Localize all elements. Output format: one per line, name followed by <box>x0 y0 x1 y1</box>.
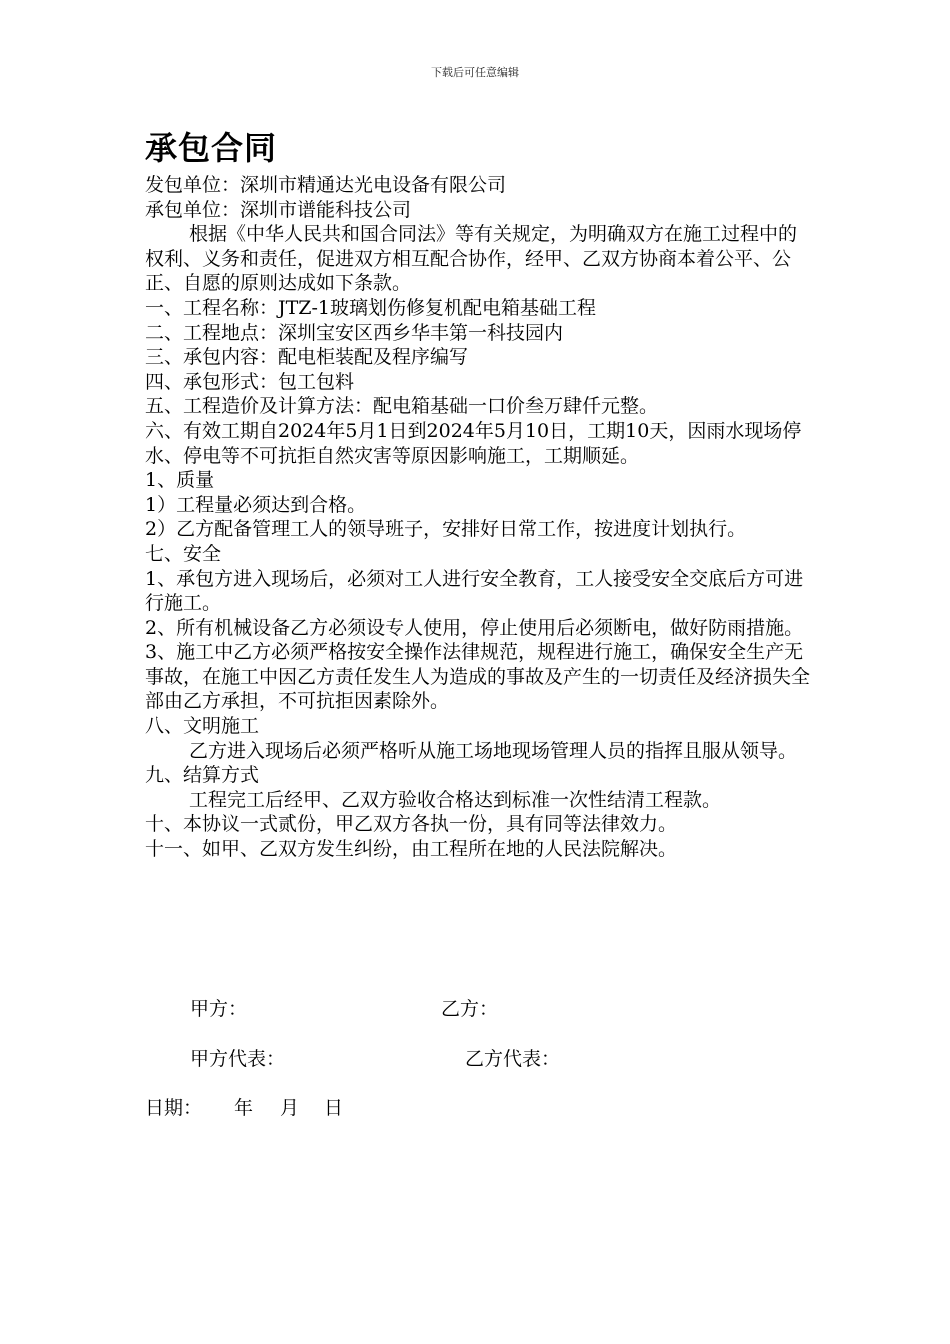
clause-dispute: 十一、如甲、乙双方发生纠纷，由工程所在地的人民法院解决。 <box>145 838 678 861</box>
civilized-construction-text: 乙方进入现场后必须严格听从施工场地现场管理人员的指挥且服从领导。 <box>189 739 798 762</box>
safety-heading: 七、安全 <box>145 542 222 565</box>
safety-item-2: 2、所有机械设备乙方必须设专人使用，停止使用后必须断电，做好防雨措施。 <box>145 616 804 639</box>
party-b-label: 乙方： <box>441 998 499 1020</box>
party-a-rep-label: 甲方代表： <box>190 1048 286 1070</box>
clause-project-name: 一、工程名称：JTZ-1玻璃划伤修复机配电箱基础工程 <box>145 296 597 319</box>
date-row <box>0 1096 950 1120</box>
date-year: 年 <box>234 1097 254 1119</box>
quality-item-2: 2）乙方配备管理工人的领导班子，安排好日常工作，按进度计划执行。 <box>145 518 747 541</box>
settlement-text: 工程完工后经甲、乙双方验收合格达到标准一次性结清工程款。 <box>189 788 722 811</box>
clause-copies: 十、本协议一式贰份，甲乙双方各执一份，具有同等法律效力。 <box>145 813 678 836</box>
safety-item-3: 3、施工中乙方必须严格按安全操作法律规范，规程进行施工，确保安全生产无事故，在施工中因乙方责任发生人为造成的事故及产生的一切责任及经济损失全部由乙方承担，不可抗拒因素除外。 <box>145 641 811 713</box>
clause-project-location: 二、工程地点：深圳宝安区西乡华丰第一科技园内 <box>145 321 564 344</box>
party-signature-row <box>0 997 950 1021</box>
clause-duration: 六、有效工期自2024年5月1日到2024年5月10日，工期10天，因雨水现场停水、停电等不可抗拒自然灾害等原因影响施工，工期顺延。 <box>145 419 802 467</box>
date-label: 日期： <box>145 1097 203 1119</box>
contractor-line: 承包单位：深圳市谱能科技公司 <box>145 198 412 221</box>
settlement-heading: 九、结算方式 <box>145 764 260 787</box>
clause-cost: 五、工程造价及计算方法：配电箱基础一口价叁万肆仟元整。 <box>145 395 659 418</box>
civilized-construction-heading: 八、文明施工 <box>145 715 260 738</box>
page-header: 下载后可任意编辑 <box>431 66 519 79</box>
clause-contract-form: 四、承包形式：包工包料 <box>145 370 355 393</box>
employer-line: 发包单位：深圳市精通达光电设备有限公司 <box>145 174 507 196</box>
safety-item-1: 1、承包方进入现场后，必须对工人进行安全教育，工人接受安全交底后方可进行施工。 <box>145 567 804 615</box>
intro-paragraph: 根据《中华人民共和国合同法》等有关规定，为明确双方在施工过程中的权利、义务和责任，促进双方相互配合协作，经甲、乙双方协商本着公平、公正、自愿的原则达成如下条款。 <box>145 223 798 295</box>
quality-heading: 1、质量 <box>145 469 215 492</box>
party-b-rep-label: 乙方代表： <box>465 1048 561 1070</box>
quality-item-1: 1）工程量必须达到合格。 <box>145 493 367 516</box>
clause-contract-content: 三、承包内容：配电柜装配及程序编写 <box>145 346 469 369</box>
contract-body <box>145 173 815 862</box>
representative-signature-row <box>0 1047 950 1071</box>
date-day: 日 <box>324 1097 344 1119</box>
party-a-label: 甲方： <box>190 998 248 1020</box>
document-title: 承包合同 <box>145 129 278 167</box>
date-month: 月 <box>280 1097 300 1119</box>
